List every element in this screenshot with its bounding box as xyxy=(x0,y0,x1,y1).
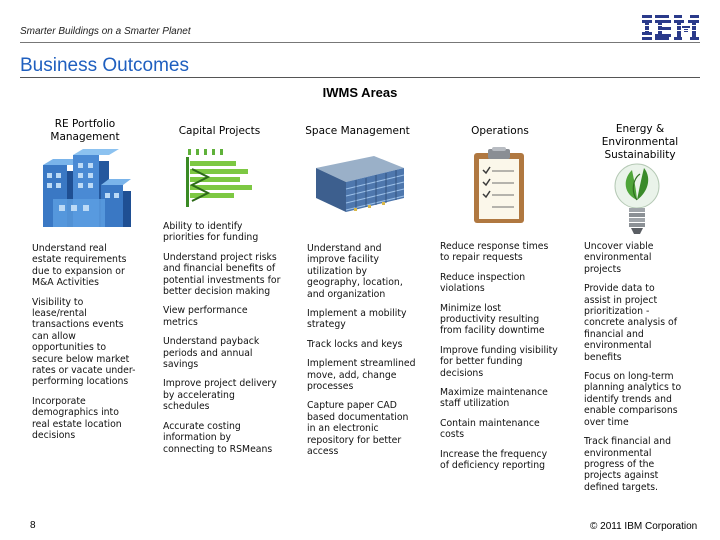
list-item: Accurate costing information by connecting to RSMeans xyxy=(163,420,273,455)
tagline: Smarter Buildings on a Smarter Planet xyxy=(20,26,191,37)
list-item: Ability to identify priorities for funding xyxy=(163,221,259,244)
section-heading: IWMS Areas xyxy=(322,85,398,100)
list-item: Reduce inspection violations xyxy=(440,271,526,295)
column-re-portfolio xyxy=(32,243,137,450)
list-item: Track financial and environmental progress of the projects against defined targets. xyxy=(584,436,672,493)
ibm-logo xyxy=(640,12,702,42)
column-heading-energy: Energy & Environmental Sustainability xyxy=(601,123,679,161)
column-heading-space-management: Space Management xyxy=(305,125,410,137)
title-rule xyxy=(20,77,700,78)
list-item: Understand project risks and financial benefits of potential investments for better decision making xyxy=(163,251,281,298)
column-heading-re-portfolio: RE Portfolio Management xyxy=(50,118,120,143)
page-title: Business Outcomes xyxy=(20,55,189,76)
list-item: Incorporate demographics into real estate location decisions xyxy=(32,395,122,442)
list-item: Capture paper CAD based documentation in an electronic repository for better access xyxy=(307,400,409,458)
list-item: Focus on long-term planning analytics to identify trends and enable comparisons over time xyxy=(584,371,682,428)
list-item: Implement a mobility strategy xyxy=(307,308,407,331)
building-cubes-icon xyxy=(35,145,140,235)
column-space-management xyxy=(307,243,417,466)
column-operations xyxy=(440,241,558,480)
column-heading-capital-projects: Capital Projects xyxy=(178,125,261,137)
list-item: Understand and improve facility utilization by geography, location, and organization xyxy=(307,243,403,300)
list-item: Contain maintenance costs xyxy=(440,417,540,441)
header-rule xyxy=(20,42,700,43)
list-item: Uncover viable environmental projects xyxy=(584,241,654,275)
column-capital-projects xyxy=(163,221,283,463)
page-number: 8 xyxy=(30,520,36,531)
list-item: Understand real estate requirements due to expansion or M&A Activities xyxy=(32,243,127,289)
green-lightbulb-icon xyxy=(612,160,662,240)
list-item: Implement streamlined move, add, change processes xyxy=(307,358,416,393)
list-item: Provide data to assist in project prioritization - concrete analysis of financial and environmental benefits xyxy=(584,283,678,363)
copyright: © 2011 IBM Corporation xyxy=(590,521,698,532)
list-item: Maximize maintenance staff utilization xyxy=(440,387,548,410)
list-item: Reduce response times to repair requests xyxy=(440,241,549,264)
column-heading-operations: Operations xyxy=(471,125,529,137)
list-item: Minimize lost productivity resulting from facility downtime xyxy=(440,302,545,337)
list-item: Visibility to lease/rental transactions events can allow opportunities to secure below market rates or vacate under-performing locations xyxy=(32,296,136,388)
gantt-chart-icon xyxy=(180,147,255,209)
list-item: Understand payback periods and annual savings xyxy=(163,336,260,371)
list-item: Improve funding visibility for better funding decisions xyxy=(440,344,558,379)
list-item: Track locks and keys xyxy=(307,338,403,350)
list-item: Improve project delivery by accelerating schedules xyxy=(163,378,277,413)
list-item: Increase the frequency of deficiency reporting xyxy=(440,448,548,472)
column-energy xyxy=(584,241,684,501)
office-building-icon xyxy=(310,152,410,216)
list-item: View performance metrics xyxy=(163,305,248,328)
clipboard-icon xyxy=(470,145,530,227)
